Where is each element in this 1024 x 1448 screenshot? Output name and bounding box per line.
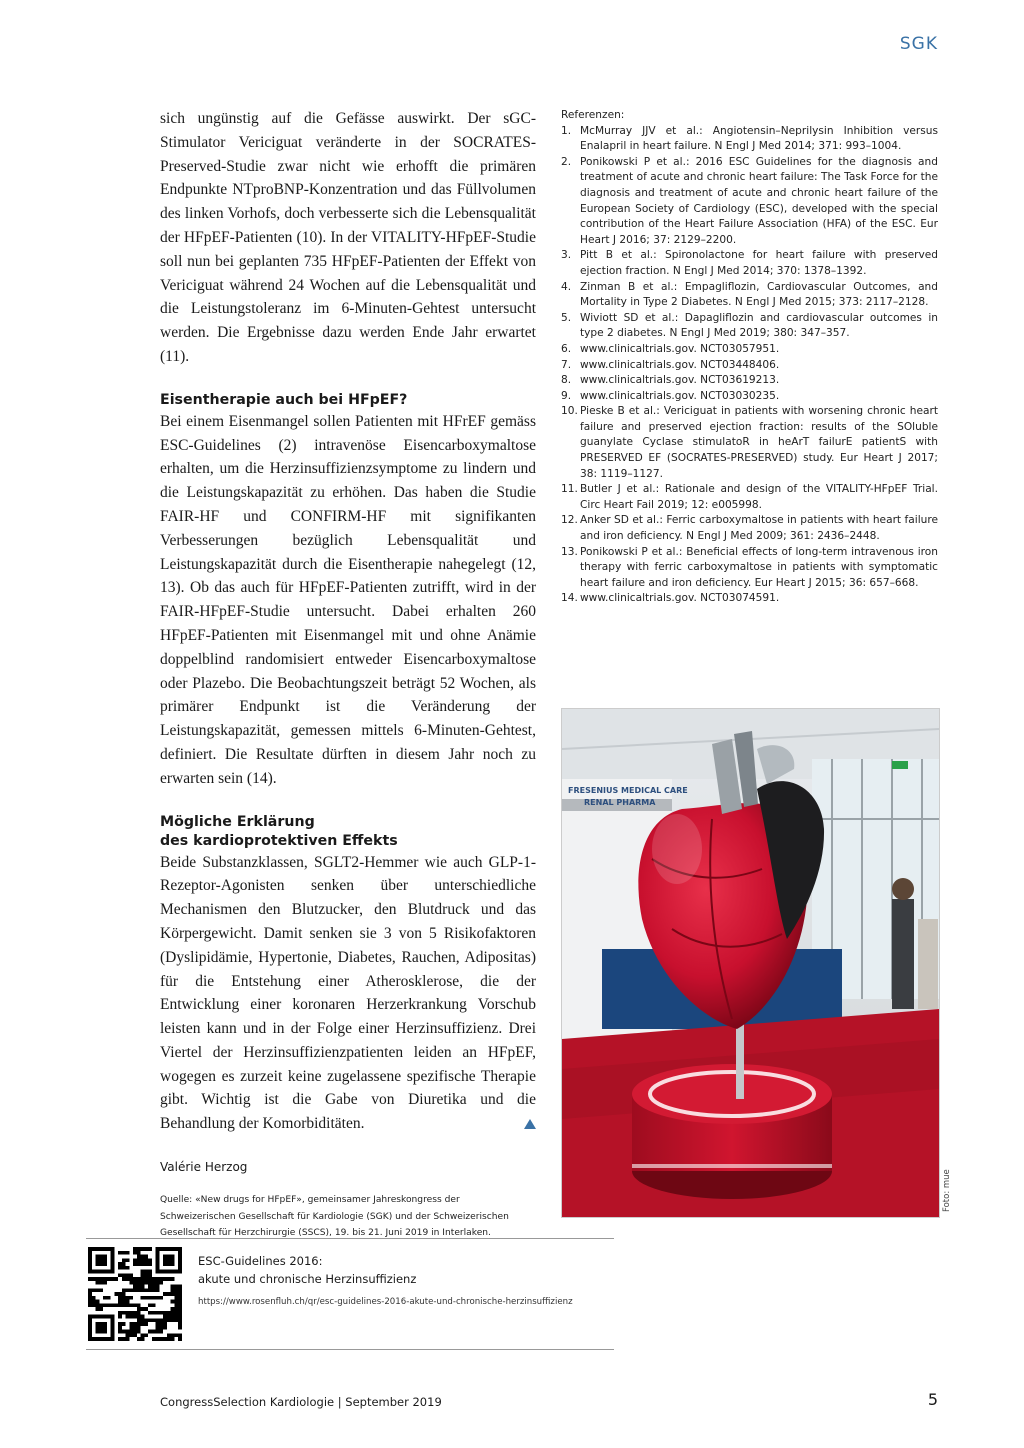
qr-code-icon[interactable] [88,1247,182,1341]
reference-item [561,124,938,155]
reference-item [561,342,938,358]
sign-line-2: RENAL PHARMA [584,798,656,807]
reference-text: www.clinicaltrials.gov. NCT03030235. [580,389,780,402]
reference-number: 7. [561,358,572,371]
sign-line-1: FRESENIUS MEDICAL CARE [568,786,688,795]
reference-item [561,404,938,482]
qr-box [86,1238,614,1350]
reference-text: Pieske B et al.: Vericiguat in patients with worsening chronic heart failure and preserved ejection fraction: results of the SOluble guanylate Cyclase stimulatoR in heArT failurE patientS with PRESERVED EF (SOCRATES-PRESERVED) study. Eur Heart J 2017; 38: 1119–1127. [580,405,938,480]
reference-number: 1. [561,124,572,137]
reference-number: 12. [561,514,578,527]
reference-text: McMurray JJV et al.: Angiotensin–Neprilysin Inhibition versus Enalapril in heart failure. N Engl J Med 2014; 371: 993–1004. [580,124,938,153]
heart-model-photo [561,708,940,1218]
reference-text: www.clinicaltrials.gov. NCT03619213. [580,374,780,387]
references-title: Referenzen: [561,109,625,121]
heading-explanation-2: des kardioprotektiven Effekts [160,832,398,849]
paragraph-1: sich ungünstig auf die Gefässe auswirkt. Der sGC-Stimulator Vericiguat veränderte in der SOCRATES-Preserved-Studie zwar nicht wie erhofft die primären Endpunkte NTproBNP-Konzentration und das Füllvolumen des linken Vorhofs, doch verbesserte sich die Lebensqualität der HFpEF-Patienten (10). In der VITALITY-HFpEF-Studie soll nun bei geplanten 735 HFpEF-Patienten der Effekt von Vericiguat während 24 Wochen auf die Lebensqualität und die Leistungstoleranz im 6-Minuten-Gehtest untersucht werden. Die Ergebnisse dazu werden Ende Jahr erwartet (11). [160,110,536,365]
reference-number: 9. [561,389,572,402]
reference-item [561,155,938,249]
reference-text: www.clinicaltrials.gov. NCT03074591. [580,592,780,605]
author: Valérie Herzog [160,1160,248,1175]
reference-text: Butler J et al.: Rationale and design of the VITALITY-HFpEF Trial. Circ Heart Fail 2019; 12: e005998. [580,483,938,511]
reference-text: Pitt B et al.: Spironolactone for heart failure with preserved ejection fraction. N Engl J Med 2014; 370: 1378–1392. [580,249,938,277]
reference-number: 11. [561,483,578,496]
reference-item [561,280,938,311]
reference-item [561,358,938,374]
qr-title-line-1: ESC-Guidelines 2016: [198,1254,323,1268]
reference-number: 4. [561,280,572,293]
reference-number: 8. [561,374,572,387]
article-column [160,107,536,1242]
reference-text: Ponikowski P et al.: Beneficial effects of long-term intravenous iron therapy with ferric carboxymaltose in patients with symptomatic heart failure and iron deficiency. Eur Heart J 2015; 36: 657–668. [580,545,938,589]
references-list [561,124,938,607]
reference-number: 14. [561,592,578,605]
photo-credit: Foto: mue [942,1169,952,1212]
qr-title-line-2: akute und chronische Herzinsuffizienz [198,1272,417,1286]
paragraph-2: Bei einem Eisenmangel sollen Patienten mit HFrEF gemäss ESC-Guidelines (2) intravenöse Eisencarboxymaltose erhalten, um die Herzinsuffizienzsymptome zu lindern und die Leistungskapazität zu erhöhen. Das haben die Studie FAIR-HF und CONFIRM-HF mit signifikanten Verbesserungen bezüglich Lebensqualität und Leistungskapazität durch die Eisentherapie nahegelegt (12, 13). Ob das auch für HFpEF-Patienten zutrifft, wird in der FAIR-HFpEF-Studie untersucht. Dabei erhalten 260 HFpEF-Patienten mit Eisenmangel mit und ohne Anämie doppelblind randomisiert entweder Eisencarboxymaltose oder Plazebo. Die Beobachtungszeit beträgt 52 Wochen, als primärer Endpunkt ist die Veränderung der Leistungskapazität, gemessen mittels 6-Minuten-Gehtest, definiert. Die Resultate dürften in diesem Jahr noch zu erwarten sein (14). [160,412,536,787]
heading-explanation-1: Mögliche Erklärung [160,813,315,830]
reference-text: Wiviott SD et al.: Dapagliflozin and cardiovascular outcomes in type 2 diabetes. N Engl J Med 2019; 380: 347–357. [580,311,938,340]
footer-journal: CongressSelection Kardiologie | September 2019 [160,1395,442,1409]
reference-item [561,311,938,342]
section-label: SGK [899,34,938,54]
reference-item [561,482,938,513]
reference-number: 13. [561,545,578,558]
reference-item [561,591,938,607]
reference-text: Anker SD et al.: Ferric carboxymaltose in patients with heart failure and iron deficiency. N Engl J Med 2009; 361: 2436–2448. [580,514,938,543]
reference-item [561,373,938,389]
reference-number: 2. [561,155,572,168]
reference-text: www.clinicaltrials.gov. NCT03057951. [580,342,780,355]
heart-model-illustration [562,709,939,1217]
paragraph-3: Beide Substanzklassen, SGLT2-Hemmer wie auch GLP-1-Rezeptor-Agonisten senken über unterschiedliche Mechanismen den Blutzucker, den Blutdruck und das Körpergewicht. Damit senken sie 3 von 5 Risikofaktoren (Dyslipidämie, Hypertonie, Diabetes, Rauchen, Adipositas) für die Entstehung einer Atherosklerose, die der Entwicklung einer koronaren Herzerkrankung Vorschub leisten kann und in der Folge einer Herzinsuffizienz. Drei Viertel der Herzinsuffizienzpatienten leiden an HFpEF, wogegen es zurzeit keine zugelassene spezifische Therapie gibt. Wichtig ist die Gabe von Diuretika und die Behandlung der Komorbiditäten. [160,853,536,1133]
page-number: 5 [927,1390,938,1409]
qr-url-link[interactable]: https://www.rosenfluh.ch/qr/esc-guidelines-2016-akute-und-chronische-herzinsuffizienz [198,1297,573,1307]
reference-text: Ponikowski P et al.: 2016 ESC Guidelines for the diagnosis and treatment of acute and chronic heart failure: The Task Force for the diagnosis and treatment of acute and chronic heart failure of the European Society of Cardiology (ESC), developed with the special contribution of the Heart Failure Association (HFA) of the ESC. Eur Heart J 2016; 37: 2129–2200. [580,155,938,246]
reference-item [561,545,938,592]
reference-number: 5. [561,311,572,324]
reference-number: 3. [561,249,572,262]
reference-item [561,513,938,544]
reference-text: www.clinicaltrials.gov. NCT03448406. [580,358,780,371]
reference-item [561,248,938,279]
reference-number: 10. [561,405,578,418]
reference-text: Zinman B et al.: Empagliflozin, Cardiovascular Outcomes, and Mortality in Type 2 Diabetes. N Engl J Med 2015; 373: 2117–2128. [580,280,938,309]
reference-number: 6. [561,342,572,355]
end-triangle-icon [524,1119,536,1129]
source-note: Quelle: «New drugs for HFpEF», gemeinsamer Jahreskongress der Schweizerischen Gesellschaft für Kardiologie (SGK) und der Schweizerischen Gesellschaft für Herzchirurgie (SSCS), 19. bis 21. Juni 2019 in Interlaken. [160,1195,509,1239]
heading-iron-therapy: Eisentherapie auch bei HFpEF? [160,391,408,408]
references [561,108,938,607]
reference-item [561,389,938,405]
